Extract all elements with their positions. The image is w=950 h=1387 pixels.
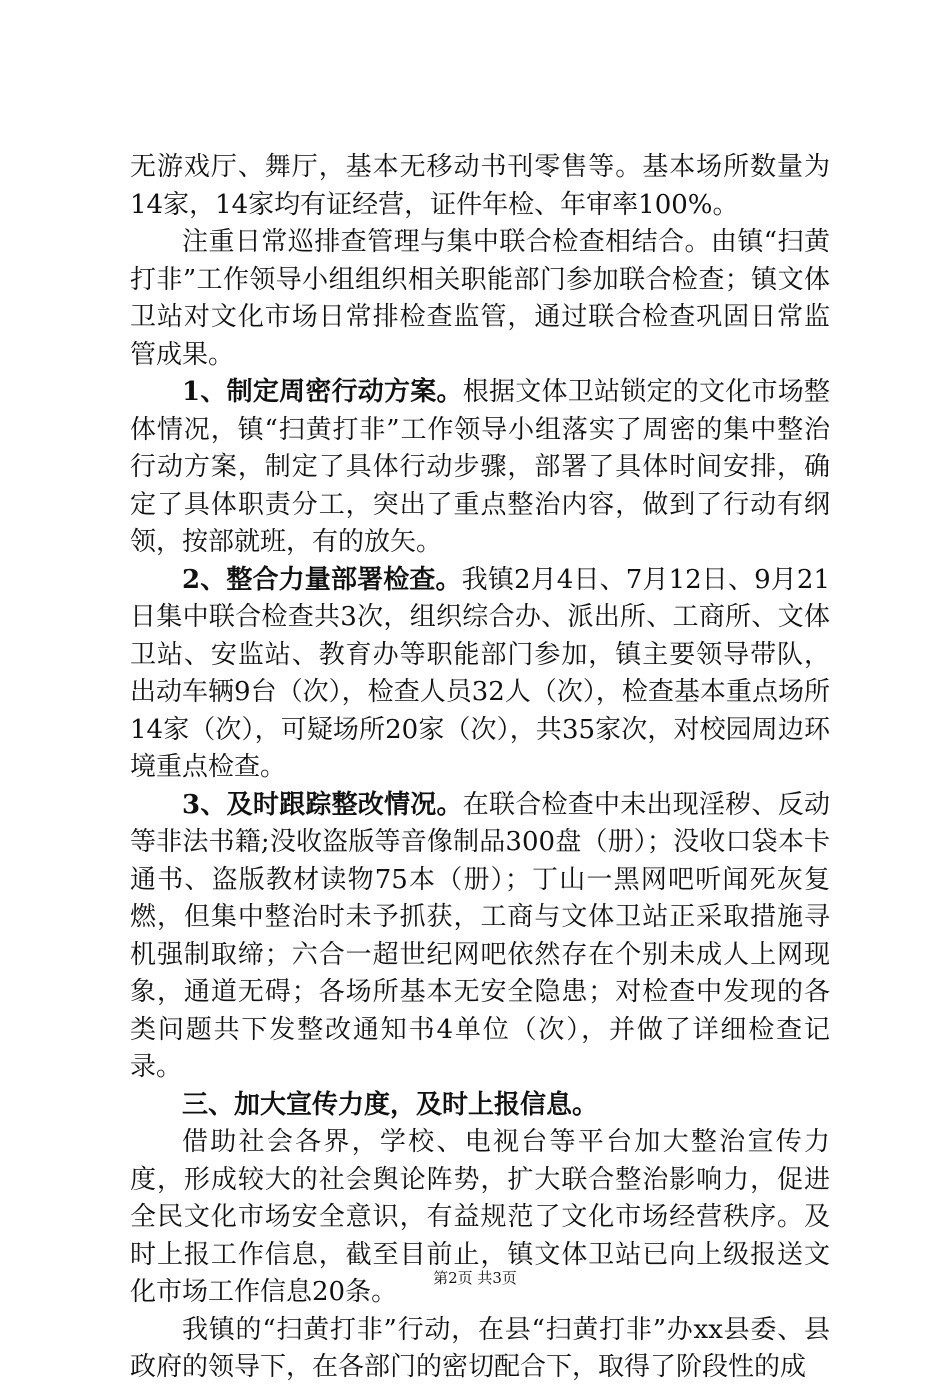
heading-text: 三、加大宣传力度，及时上报信息。 <box>182 1089 599 1120</box>
paragraph-text: 我镇2月4日、7月12日、9月21日集中联合检查共3次，组织综合办、派出所、工商所、文体卫站、安监站、教育办等职能部门参加，镇主要领导带队，出动车辆9台（次），检查人员32人（次），检查基本重点场所14家（次），可疑场所20家（次），共35家次，对校园周边环境重点检查。 <box>130 564 831 782</box>
page-number-label: 第2页 共3页 <box>433 1269 517 1287</box>
paragraph-text: 注重日常巡排查管理与集中联合检查相结合。由镇“扫黄打非”工作领导小组组织相关职能部门参加联合检查；镇文体卫站对文化市场日常排检查监管，通过联合检查巩固日常监管成果。 <box>130 227 830 370</box>
document-body <box>130 149 830 1387</box>
section-heading <box>130 1087 830 1125</box>
paragraph-text: 在联合检查中未出现淫秽、反动等非法书籍;没收盗版等音像制品300盘（册）；没收口袋本卡通书、盗版教材读物75本（册）；丁山一黑网吧听闻死灰复燃，但集中整治时未予抓获，工商与文体卫站正采取措施寻机强制取缔；六合一超世纪网吧依然存在个别未成人上网现象，通道无碍；各场所基本无安全隐患；对检查中发现的各类问题共下发整改通知书4单位（次），并做了详细检查记录。 <box>130 789 830 1082</box>
page-footer <box>0 1268 950 1288</box>
paragraph-text: 借助社会各界，学校、电视台等平台加大整治宣传力度，形成较大的社会舆论阵势，扩大联合整治影响力，促进全民文化市场安全意识，有益规范了文化市场经营秩序。及时上报工作信息，截至目前止，镇文体卫站已向上级报送文化市场工作信息20条。 <box>130 1127 830 1307</box>
item-lead: 3、及时跟踪整改情况。 <box>182 789 463 820</box>
paragraph-text: 无游戏厅、舞厅，基本无移动书刊零售等。基本场所数量为14家，14家均有证经营，证件年检、年审率100%。 <box>130 152 830 220</box>
paragraph-text: 我镇的“扫黄打非”行动，在县“扫黄打非”办xx县委、县政府的领导下，在各部门的密切配合下，取得了阶段性的成 <box>130 1314 830 1382</box>
item-lead: 1、制定周密行动方案。 <box>182 377 463 407</box>
paragraph-conclusion <box>130 1312 830 1387</box>
item-lead: 2、整合力量部署检查。 <box>182 564 462 595</box>
paragraph-item-2 <box>130 562 830 787</box>
paragraph-text: 根据文体卫站锁定的文化市场整体情况，镇“扫黄打非”工作领导小组落实了周密的集中整治行动方案，制定了具体行动步骤，部署了具体时间安排，确定了具体职责分工，突出了重点整治内容，做到了行动有纲领，按部就班，有的放矢。 <box>130 377 830 557</box>
paragraph-inspection-approach <box>130 224 830 374</box>
paragraph-item-1 <box>130 374 830 562</box>
paragraph-summary <box>130 149 830 224</box>
paragraph-item-3 <box>130 787 830 1087</box>
